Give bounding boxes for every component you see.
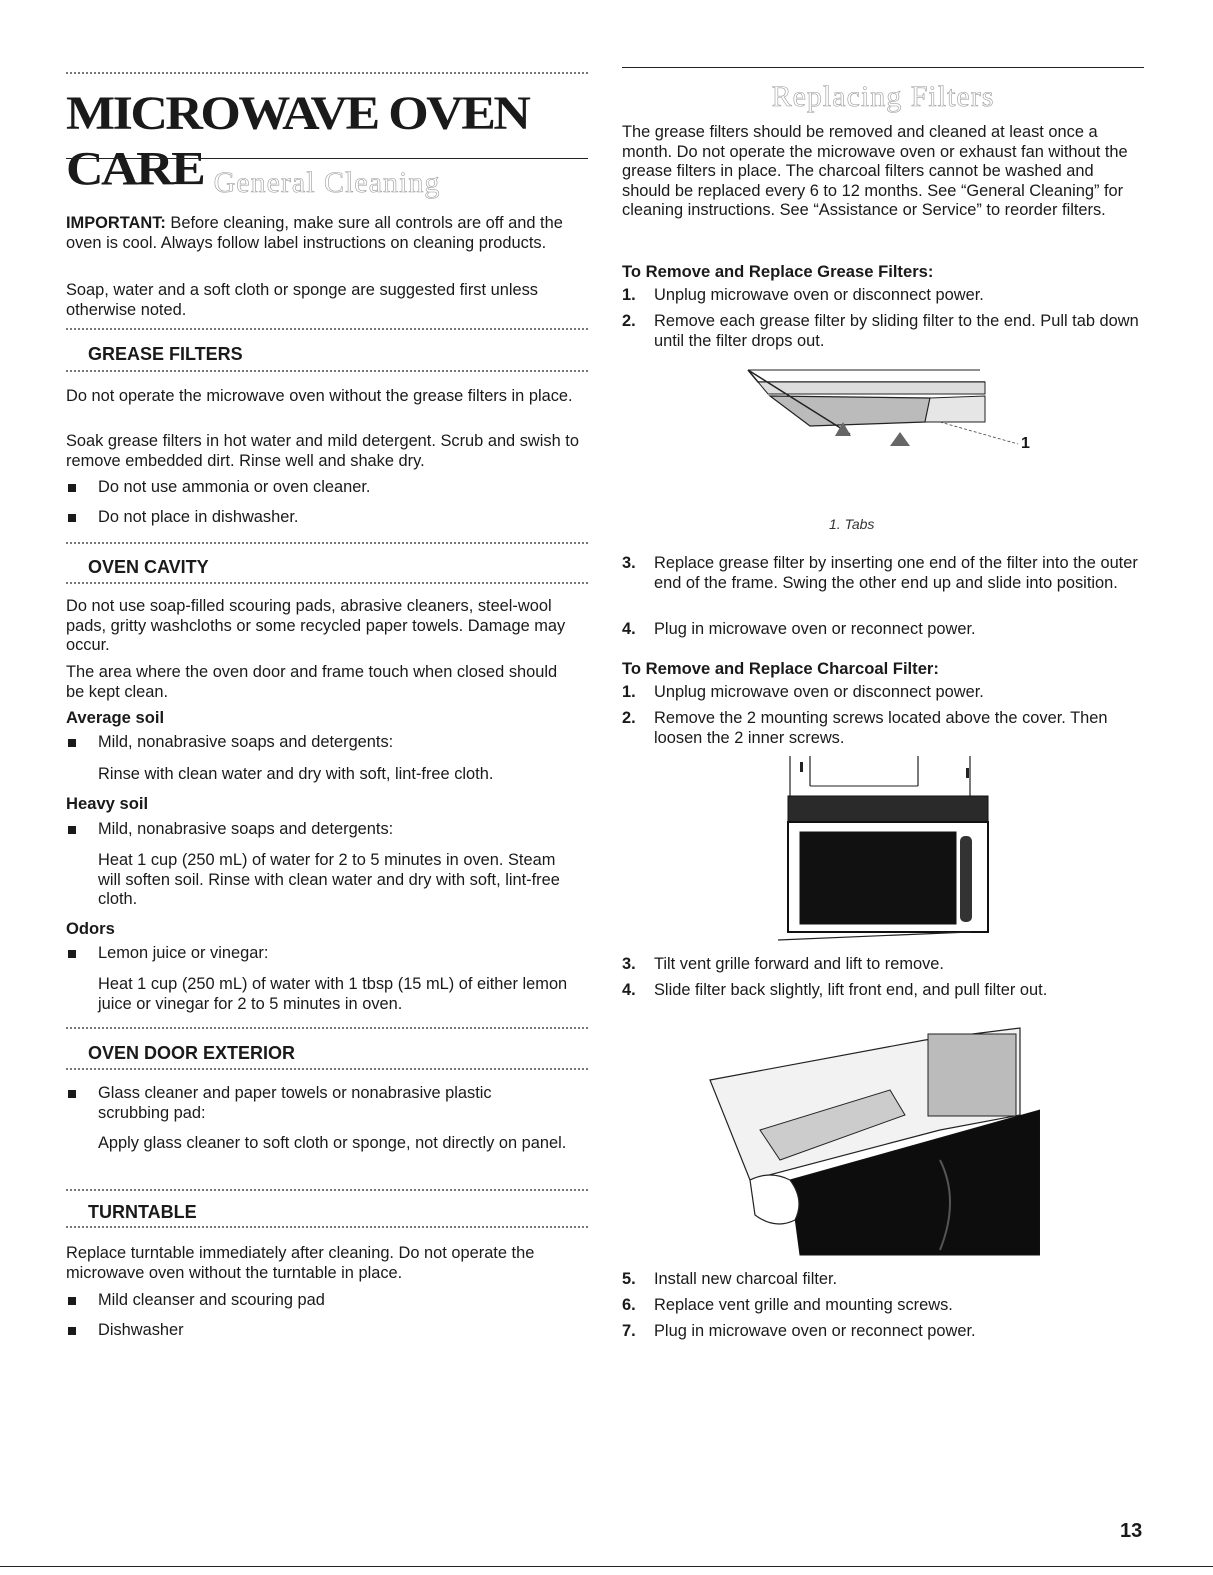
odors-label: Odors (66, 919, 115, 938)
bottom-rule (0, 1566, 1213, 1567)
turntable-heading: TURNTABLE (88, 1202, 197, 1222)
step-number: 2. (622, 709, 636, 727)
step-text: Unplug microwave oven or disconnect power. (654, 683, 984, 701)
important-text: Before cleaning, make sure all controls are off and the oven is cool. Always follow label instructions on cleaning products. (66, 214, 563, 252)
turntable-bullet-1: Mild cleanser and scouring pad (98, 1291, 325, 1309)
step-number: 4. (622, 620, 636, 638)
bullet-icon (68, 514, 76, 522)
oven-door-exterior-heading: OVEN DOOR EXTERIOR (88, 1043, 296, 1063)
average-soil-label: Average soil (66, 708, 165, 727)
microwave-front-illustration (770, 756, 1010, 946)
grease-paragraph-1: Do not operate the microwave oven without the grease filters in place. (66, 387, 573, 405)
step-text: Tilt vent grille forward and lift to remove. (654, 955, 944, 973)
important-paragraph (66, 214, 588, 253)
turntable-rule-top (66, 1189, 588, 1191)
step-number: 1. (622, 683, 636, 701)
step-text: Remove each grease filter by sliding filter to the end. Pull tab down until the filter drops out. (654, 312, 1139, 350)
average-soil-bullet: Mild, nonabrasive soaps and detergents: (98, 733, 394, 751)
step-text: Unplug microwave oven or disconnect power. (654, 286, 984, 304)
door-rule-top (66, 1027, 588, 1029)
page-title: MICROWAVE OVEN CARE (66, 87, 529, 196)
step-text: Replace grease filter by inserting one end of the filter into the outer end of the frame. Swing the other end up and slide into position. (654, 554, 1138, 592)
step-number: 7. (622, 1322, 636, 1340)
top-dotted-rule (66, 72, 588, 74)
bullet-icon (68, 739, 76, 747)
cavity-rule-top (66, 542, 588, 544)
turntable-bullet-2: Dishwasher (98, 1321, 184, 1339)
grease-paragraph-2: Soak grease filters in hot water and mild detergent. Scrub and swish to remove embedded dirt. Rinse well and shake dry. (66, 432, 579, 470)
step-text: Slide filter back slightly, lift front end, and pull filter out. (654, 981, 1048, 999)
base-line (778, 932, 970, 940)
vent-grille (788, 796, 988, 822)
grease-rule-bottom (66, 370, 588, 372)
hand-icon (750, 1175, 799, 1224)
bullet-icon (68, 826, 76, 834)
step-text: Remove the 2 mounting screws located above the cover. Then loosen the 2 inner screws. (654, 709, 1108, 747)
grease-bullet-1: Do not use ammonia or oven cleaner. (98, 478, 371, 496)
step-number: 6. (622, 1296, 636, 1314)
heavy-soil-text: Heat 1 cup (250 mL) of water for 2 to 5 minutes in oven. Steam will soften soil. Rinse with clean water and dry with soft, lint-free cloth. (98, 851, 560, 909)
bullet-icon (68, 1327, 76, 1335)
figure1-callout-number: 1 (1021, 435, 1030, 452)
charcoal-filter-illustration (690, 1020, 1040, 1260)
bullet-icon (68, 1090, 76, 1098)
important-label: IMPORTANT: (66, 214, 166, 232)
step-number: 1. (622, 286, 636, 304)
filter-tab-icon (890, 432, 910, 446)
grease-filter-illustration (740, 364, 1040, 494)
charcoal-replace-heading: To Remove and Replace Charcoal Filter: (622, 659, 939, 678)
step-text: Install new charcoal filter. (654, 1270, 838, 1288)
odors-text: Heat 1 cup (250 mL) of water with 1 tbsp (15 mL) of either lemon juice or vinegar for 2 to 5 minutes in oven. (98, 975, 568, 1013)
step-number: 2. (622, 312, 636, 330)
filter-drop-panel (925, 396, 985, 422)
grease-replace-heading: To Remove and Replace Grease Filters: (622, 262, 934, 281)
grease-rule-top (66, 328, 588, 330)
bullet-icon (68, 484, 76, 492)
grease-bullet-2: Do not place in dishwasher. (98, 508, 299, 526)
step-text: Replace vent grille and mounting screws. (654, 1296, 953, 1314)
turntable-paragraph: Replace turntable immediately after cleaning. Do not operate the microwave oven without the turntable in place. (66, 1244, 535, 1282)
replacing-intro: The grease filters should be removed and cleaned at least once a month. Do not operate the microwave oven or exhaust fan without the grease filters in place. The charcoal filters cannot be washed and should be replaced every 6 to 12 months. See “General Cleaning” for cleaning instructions. See “Assistance or Service” to reorder filters. (622, 123, 1128, 220)
grease-filters-heading: GREASE FILTERS (88, 344, 243, 364)
replacing-filters-heading: Replacing Filters (771, 80, 995, 113)
heavy-soil-bullet: Mild, nonabrasive soaps and detergents: (98, 820, 394, 838)
callout-leader-line (940, 422, 1018, 444)
grease-filter-panel (770, 396, 930, 426)
step-number: 5. (622, 1270, 636, 1288)
screw-icon (966, 768, 969, 778)
general-cleaning-heading: General Cleaning (213, 166, 441, 199)
odors-bullet: Lemon juice or vinegar: (98, 944, 269, 962)
cavity-paragraph-1: Do not use soap-filled scouring pads, abrasive cleaners, steel-wool pads, gritty washcloths or some recycled paper towels. Damage may occur. (66, 597, 566, 655)
microwave-door-window (800, 832, 956, 924)
figure1-caption: 1. Tabs (829, 516, 875, 532)
average-soil-text: Rinse with clean water and dry with soft, lint-free cloth. (98, 765, 494, 783)
cavity-paragraph-2: The area where the oven door and frame touch when closed should be kept clean. (66, 663, 558, 701)
filter-housing (758, 382, 985, 394)
step-text: Plug in microwave oven or reconnect power. (654, 620, 976, 638)
step-text: Plug in microwave oven or reconnect power. (654, 1322, 976, 1340)
step-number: 4. (622, 981, 636, 999)
filter-frame-line (748, 370, 985, 382)
step-number: 3. (622, 955, 636, 973)
bullet-icon (68, 1297, 76, 1305)
door-rule-bottom (66, 1068, 588, 1070)
heavy-soil-label: Heavy soil (66, 794, 149, 813)
bullet-icon (68, 950, 76, 958)
oven-cavity-heading: OVEN CAVITY (88, 557, 209, 577)
soap-paragraph: Soap, water and a soft cloth or sponge are suggested first unless otherwise noted. (66, 281, 538, 319)
door-bullet: Glass cleaner and paper towels or nonabrasive plastic scrubbing pad: (98, 1084, 492, 1122)
vent-grille (928, 1034, 1016, 1116)
right-top-rule (622, 67, 1144, 68)
door-handle (960, 836, 972, 922)
door-text: Apply glass cleaner to soft cloth or sponge, not directly on panel. (98, 1134, 567, 1152)
title-underline (66, 158, 588, 159)
screw-icon (800, 762, 803, 772)
turntable-rule-bottom (66, 1226, 588, 1228)
page-number: 13 (1120, 1520, 1143, 1542)
step-number: 3. (622, 554, 636, 572)
cavity-rule-bottom (66, 582, 588, 584)
